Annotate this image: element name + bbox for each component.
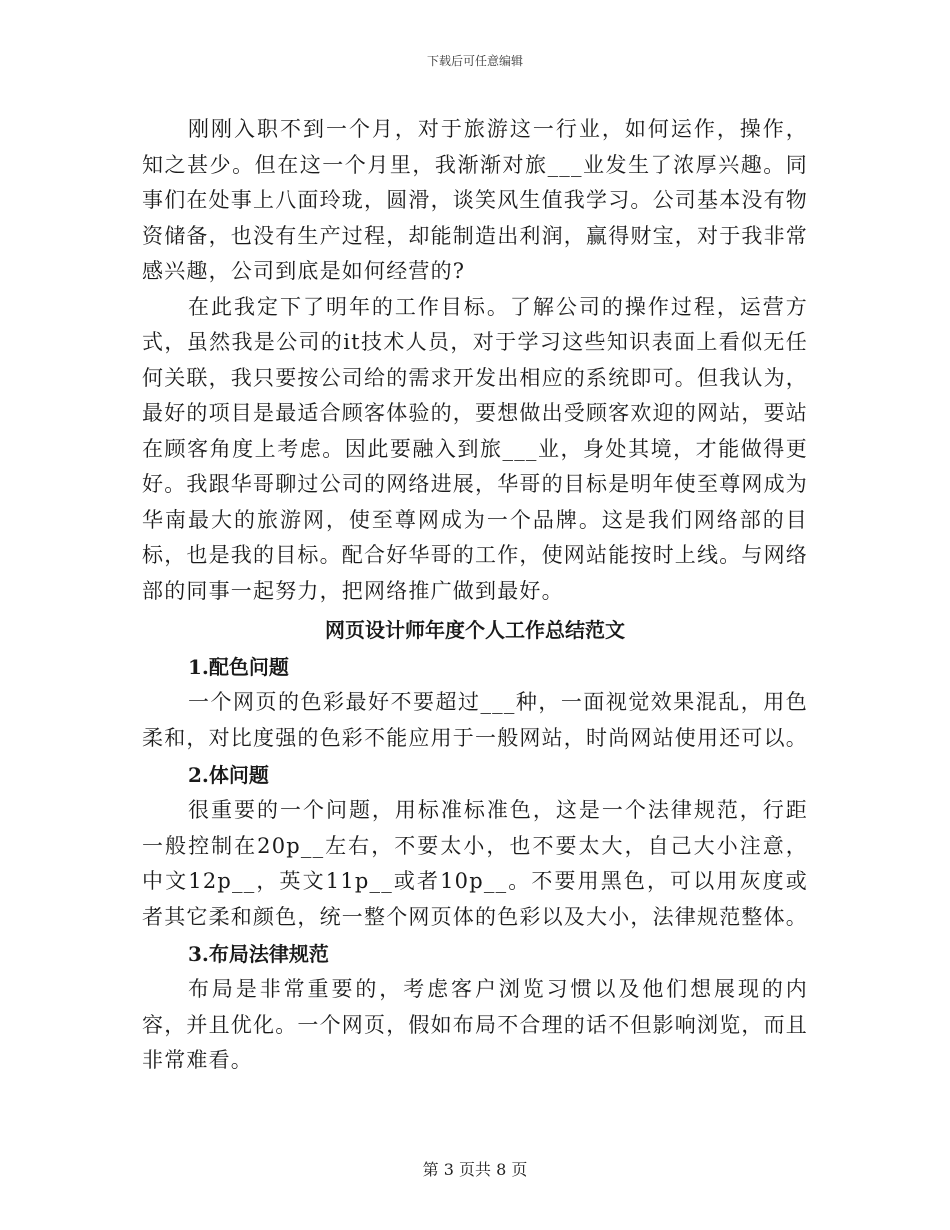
document-title: 网页设计师年度个人工作总结范文 (325, 618, 625, 642)
paragraph-1: 刚刚入职不到一个月，对于旅游这一行业，如何运作，操作，知之甚少。但在这一个月里，我渐渐对旅___业发生了浓厚兴趣。同事们在处事上八面玲珑，圆滑，谈笑风生值我学习。公司基本没有物资储备，也没有生产过程，却能制造出利润，赢得财宝，对于我非常感兴趣，公司到底是如何经营的? (142, 117, 808, 283)
paragraph-2: 在此我定下了明年的工作目标。了解公司的操作过程，运营方式，虽然我是公司的it技术人员，对于学习这些知识表面上看似无任何关联，我只要按公司给的需求开发出相应的系统即可。但我认为，最好的项目是最适合顾客体验的，要想做出受顾客欢迎的网站，要站在顾客角度上考虑。因此要融入到旅___业，身处其境，才能做得更好。我跟华哥聊过公司的网络进展，华哥的目标是明年使至尊网成为华南最大的旅游网，使至尊网成为一个品牌。这是我们网络部的目标，也是我的目标。配合好华哥的工作，使网站能按时上线。与网络部的同事一起努力，把网络推广做到最好。 (142, 294, 808, 603)
page-footer: 第 3 页共 8 页 (422, 1160, 528, 1179)
page-header: 下载后可任意编辑 (426, 54, 523, 68)
section-heading-1: 1.配色问题 (188, 655, 289, 679)
paragraph-5: 布局是非常重要的，考虑客户浏览习惯以及他们想展现的内容，并且优化。一个网页，假如布局不合理的话不但影响浏览，而且非常难看。 (142, 977, 808, 1072)
section-heading-3: 3.布局法律规范 (188, 942, 329, 966)
paragraph-4: 很重要的一个问题，用标准标准色，这是一个法律规范，行距一般控制在20p__左右，不要太小，也不要太大，自己大小注意，中文12p__，英文11p__或者10p__。不要用黑色，可以用灰度或者其它柔和颜色，统一整个网页体的色彩以及大小，法律规范整体。 (142, 798, 808, 929)
paragraph-3: 一个网页的色彩最好不要超过___种，一面视觉效果混乱，用色柔和，对比度强的色彩不能应用于一般网站，时尚网站使用还可以。 (142, 690, 808, 750)
section-heading-2: 2.体问题 (188, 763, 269, 787)
document-body (142, 112, 808, 1079)
